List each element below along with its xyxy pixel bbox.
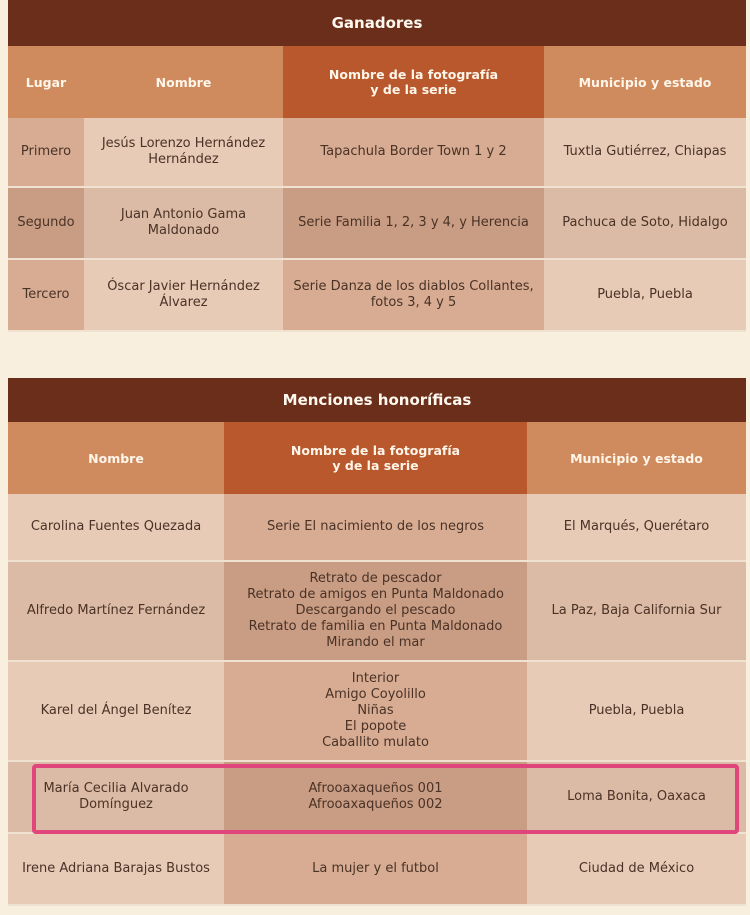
name-cell: Óscar Javier Hernández Álvarez <box>84 260 283 332</box>
place-cell: Primero <box>8 118 84 188</box>
name-cell: Jesús Lorenzo Hernández Hernández <box>84 118 283 188</box>
header-municipality: Municipio y estado <box>544 46 746 118</box>
mentions-header-row <box>8 422 746 494</box>
winners-table <box>8 0 746 332</box>
municipality-cell: Loma Bonita, Oaxaca <box>527 762 746 834</box>
name-cell: Karel del Ángel Benítez <box>8 662 224 762</box>
municipality-cell: La Paz, Baja California Sur <box>527 562 746 662</box>
photo-series-cell: Serie Danza de los diablos Collantes, fotos 3, 4 y 5 <box>283 260 544 332</box>
municipality-cell: Ciudad de México <box>527 834 746 906</box>
winners-header-row <box>8 46 746 118</box>
row-highlight-box <box>32 764 739 834</box>
municipality-cell: El Marqués, Querétaro <box>527 494 746 562</box>
mentions-title: Menciones honoríficas <box>8 378 746 422</box>
table-row <box>8 662 746 762</box>
municipality-cell: Tuxtla Gutiérrez, Chiapas <box>544 118 746 188</box>
photo-series-cell: Afrooaxaqueños 001 Afrooaxaqueños 002 <box>224 762 527 834</box>
photo-series-cell: La mujer y el futbol <box>224 834 527 906</box>
header-name: Nombre <box>84 46 283 118</box>
municipality-cell: Puebla, Puebla <box>544 260 746 332</box>
table-row <box>8 118 746 188</box>
table-row <box>8 834 746 906</box>
place-cell: Segundo <box>8 188 84 260</box>
table-row <box>8 188 746 260</box>
name-cell: Carolina Fuentes Quezada <box>8 494 224 562</box>
header-municipality: Municipio y estado <box>527 422 746 494</box>
name-cell: Juan Antonio Gama Maldonado <box>84 188 283 260</box>
header-name: Nombre <box>8 422 224 494</box>
photo-series-cell: Retrato de pescador Retrato de amigos en Punta Maldonado Descargando el pescado Retrato de familia en Punta Maldonado Mirando el mar <box>224 562 527 662</box>
place-cell: Tercero <box>8 260 84 332</box>
name-cell: María Cecilia Alvarado Domínguez <box>8 762 224 834</box>
header-place: Lugar <box>8 46 84 118</box>
table-row <box>8 562 746 662</box>
name-cell: Irene Adriana Barajas Bustos <box>8 834 224 906</box>
winners-title: Ganadores <box>8 0 746 46</box>
photo-series-cell: Interior Amigo Coyolillo Niñas El popote Caballito mulato <box>224 662 527 762</box>
municipality-cell: Puebla, Puebla <box>527 662 746 762</box>
photo-series-cell: Serie Familia 1, 2, 3 y 4, y Herencia <box>283 188 544 260</box>
name-cell: Alfredo Martínez Fernández <box>8 562 224 662</box>
header-photo-series: Nombre de la fotografía y de la serie <box>224 422 527 494</box>
header-photo-series: Nombre de la fotografía y de la serie <box>283 46 544 118</box>
municipality-cell: Pachuca de Soto, Hidalgo <box>544 188 746 260</box>
photo-series-cell: Tapachula Border Town 1 y 2 <box>283 118 544 188</box>
table-row <box>8 260 746 332</box>
table-row <box>8 494 746 562</box>
photo-series-cell: Serie El nacimiento de los negros <box>224 494 527 562</box>
